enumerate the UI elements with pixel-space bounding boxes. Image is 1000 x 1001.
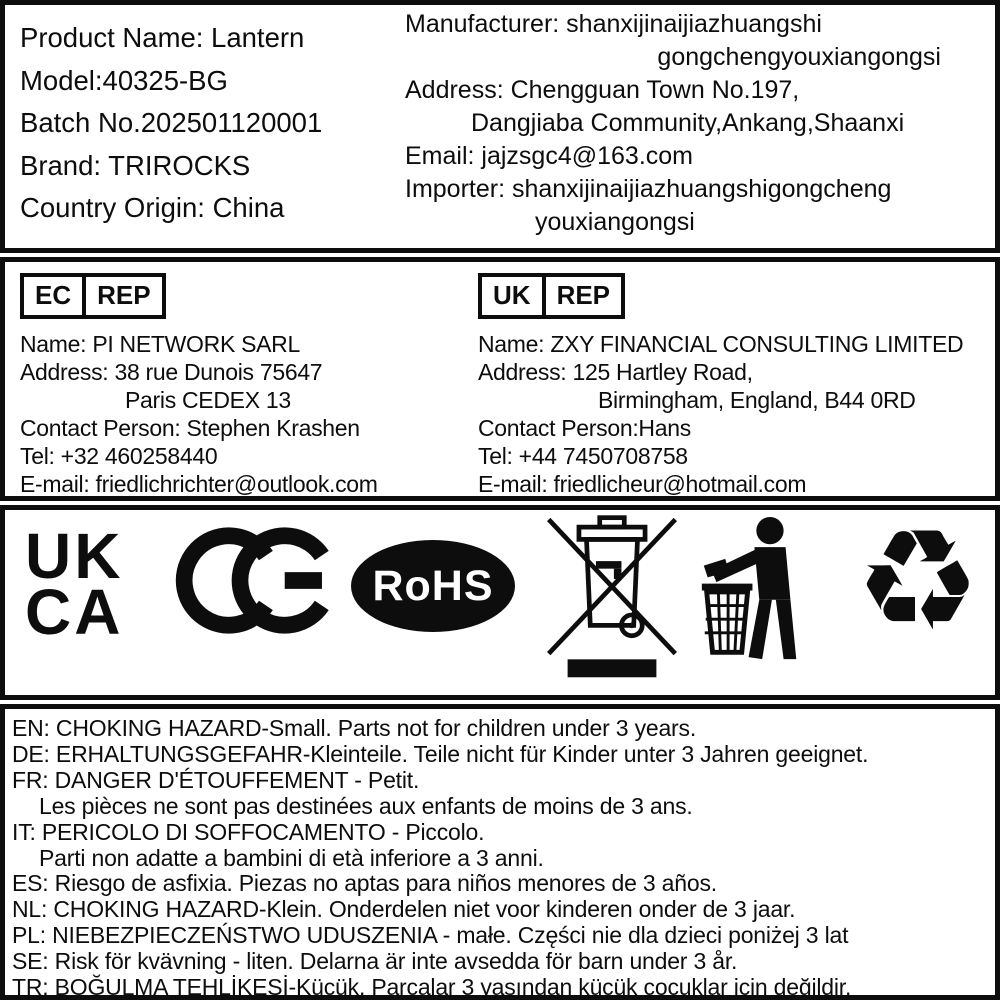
brand-line: Brand: TRIROCKS xyxy=(20,149,251,181)
email-line: Email: jajzsgc4@163.com xyxy=(405,142,693,170)
warning-line-it-cont: Parti non adatte a bambini di età inferiore a 3 anni. xyxy=(39,844,544,871)
uk-rep-section xyxy=(470,262,995,496)
recycle-glyph: ♻ xyxy=(855,500,981,663)
ukca-mark-icon xyxy=(25,520,124,648)
ec-rep-email: E-mail: friedlichrichter@outlook.com xyxy=(20,471,378,497)
representatives-box xyxy=(0,257,1000,501)
ec-rep-address-cont: Paris CEDEX 13 xyxy=(125,387,291,413)
warning-line-nl: NL: CHOKING HAZARD-Klein. Onderdelen niet voor kinderen onder de 3 jaar. xyxy=(12,896,796,923)
uk-rep-tel: Tel: +44 7450708758 xyxy=(478,443,688,469)
certification-marks-box xyxy=(0,500,1000,700)
warning-line-pl: PL: NIEBEZPIECZEŃSTWO UDUSZENIA - małe. Części nie dla dzieci poniżej 3 lat xyxy=(12,922,849,949)
uk-rep-badge xyxy=(478,273,625,319)
uk-rep-badge-right: REP xyxy=(556,280,611,310)
importer-line-cont: youxiangongsi xyxy=(535,208,695,236)
ec-rep-name: Name: PI NETWORK SARL xyxy=(20,331,300,357)
warning-line-de: DE: ERHALTUNGSGEFAHR-Kleinteile. Teile nicht für Kinder unter 3 Jahren geeignet. xyxy=(12,740,869,767)
rohs-mark-icon xyxy=(351,540,515,632)
uk-rep-contact: Contact Person:Hans xyxy=(478,415,691,441)
manufacturer-details-column xyxy=(405,5,995,248)
ukca-bottom-text: CA xyxy=(25,576,124,648)
uk-rep-address-cont: Birmingham, England, B44 0RD xyxy=(598,387,916,413)
product-name-line: Product Name: Lantern xyxy=(20,22,305,53)
warning-line-it: IT: PERICOLO DI SOFFOCAMENTO - Piccolo. xyxy=(12,818,485,845)
manufacturer-line: Manufacturer: shanxijinaijiazhuangshi xyxy=(405,10,822,38)
warning-line-fr: FR: DANGER D'ÉTOUFFEMENT - Petit. xyxy=(12,766,420,793)
ukca-top-text: UK xyxy=(25,520,124,592)
batch-no-line: Batch No.202501120001 xyxy=(20,107,323,139)
address-line: Address: Chengguan Town No.197, xyxy=(405,76,800,104)
product-details-column xyxy=(5,5,405,248)
ec-rep-tel: Tel: +32 460258440 xyxy=(20,443,218,469)
uk-rep-email: E-mail: friedlicheur@hotmail.com xyxy=(478,471,807,497)
country-origin-line: Country Origin: China xyxy=(20,192,285,224)
weee-crossed-bin-icon xyxy=(541,512,683,682)
manufacturer-line-cont: gongchengyouxiangongsi xyxy=(657,43,941,71)
recycling-symbol-icon xyxy=(855,492,981,672)
ec-rep-badge xyxy=(20,273,166,319)
ec-rep-badge-right: REP xyxy=(97,280,151,310)
address-line-cont: Dangjiaba Community,Ankang,Shaanxi xyxy=(471,109,905,137)
importer-line: Importer: shanxijinaijiazhuangshigongcheng xyxy=(405,175,892,203)
model-line: Model:40325-BG xyxy=(20,64,228,96)
warning-line-se: SE: Risk för kvävning - liten. Delarna är inte avsedda för barn under 3 år. xyxy=(12,948,738,975)
ec-rep-section xyxy=(5,262,470,496)
warning-line-en: EN: CHOKING HAZARD-Small. Parts not for children under 3 years. xyxy=(12,715,697,741)
uk-rep-badge-left: UK xyxy=(482,277,546,315)
rohs-text: RoHS xyxy=(372,561,494,610)
warning-line-fr-cont: Les pièces ne sont pas destinées aux enfants de moins de 3 ans. xyxy=(39,792,693,819)
ec-rep-contact: Contact Person: Stephen Krashen xyxy=(20,415,360,441)
ce-mark-icon xyxy=(173,524,335,637)
warnings-box xyxy=(0,704,1000,1000)
ec-rep-address: Address: 38 rue Dunois 75647 xyxy=(20,359,323,385)
ec-rep-badge-left: EC xyxy=(24,277,86,315)
warning-line-tr: TR: BOĞULMA TEHLİKESİ-Küçük. Parçalar 3 yaşından küçük çocuklar için değildir. xyxy=(12,974,852,1001)
uk-rep-address: Address: 125 Hartley Road, xyxy=(478,359,753,385)
tidyman-disposal-icon xyxy=(695,516,807,662)
product-info-box xyxy=(0,0,1000,253)
uk-rep-name: Name: ZXY FINANCIAL CONSULTING LIMITED xyxy=(478,331,964,357)
warning-line-es: ES: Riesgo de asfixia. Piezas no aptas para niños menores de 3 años. xyxy=(12,870,717,897)
